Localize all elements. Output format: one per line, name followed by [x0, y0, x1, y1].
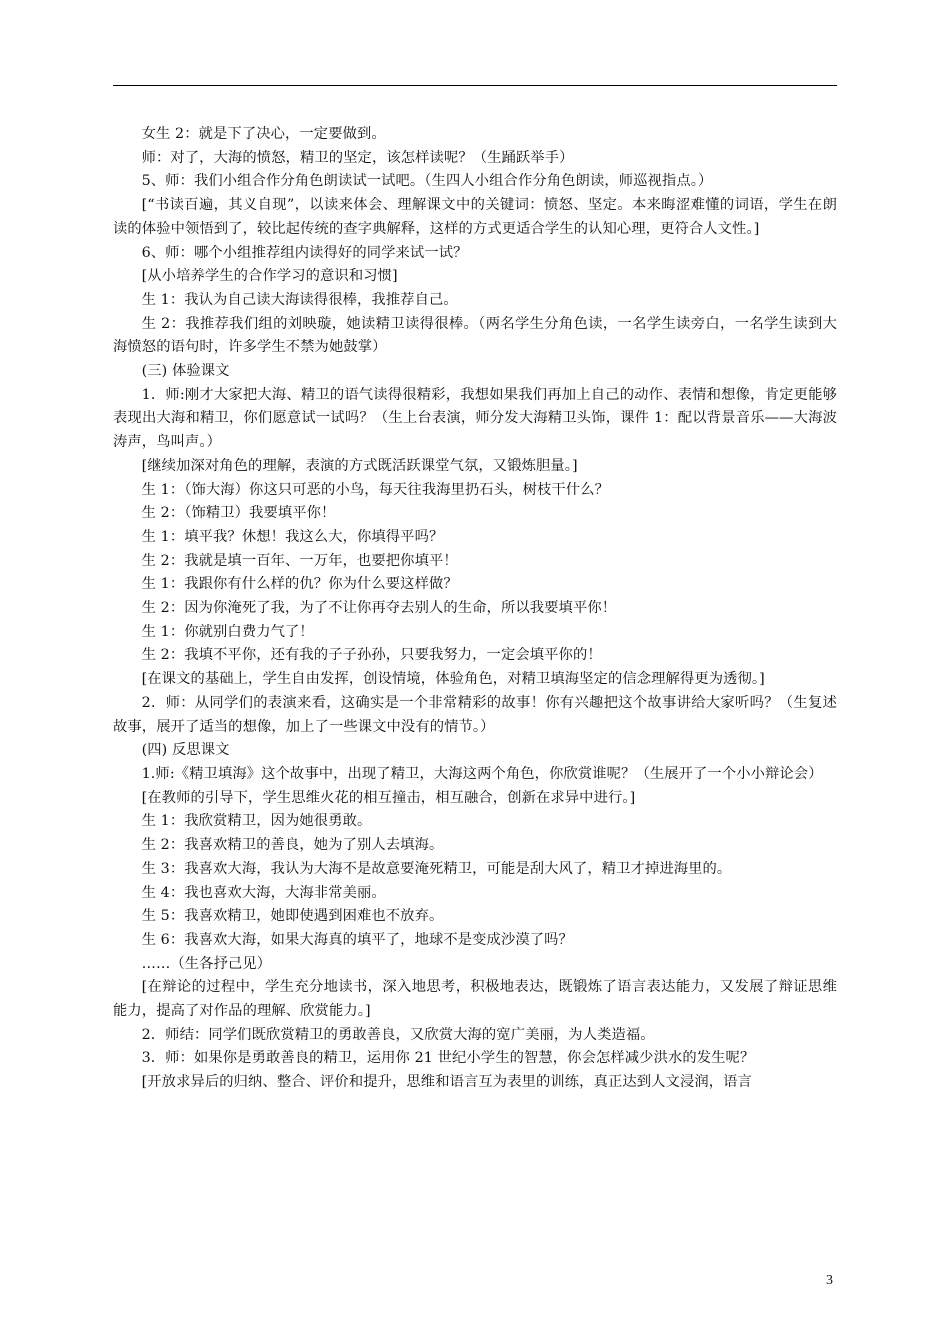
paragraph: 生 1：（饰大海）你这只可恶的小鸟，每天往我海里扔石头，树枝干什么？ — [141, 481, 609, 498]
header-rule — [113, 85, 837, 86]
paragraph: 生 2：我喜欢精卫的善良，她为了别人去填海。 — [141, 837, 444, 854]
paragraph: [在教师的引导下，学生思维火花的相互撞击，相互融合，创新在求异中进行。] — [141, 789, 636, 806]
paragraph: [继续加深对角色的理解，表演的方式既活跃课堂气氛，又锻炼胆量。] — [141, 457, 578, 474]
paragraph: 生 4：我也喜欢大海，大海非常美丽。 — [141, 884, 386, 901]
document-body — [113, 123, 837, 1095]
paragraph: 师：对了，大海的愤怒，精卫的坚定，该怎样读呢？（生踊跃举手） — [141, 149, 574, 166]
paragraph: 生 2：我就是填一百年、一万年，也要把你填平！ — [141, 552, 458, 569]
paragraph: 5、师：我们小组合作分角色朗读试一试吧。（生四人小组合作分角色朗读，师巡视指点。） — [141, 173, 713, 190]
paragraph: 1.师:《精卫填海》这个故事中，出现了精卫，大海这两个角色，你欣赏谁呢？（生展开了一个小小辩论会） — [141, 765, 823, 782]
paragraph: 女生 2：就是下了决心，一定要做到。 — [141, 126, 386, 142]
paragraph: 生 1：我跟你有什么样的仇？你为什么要这样做？ — [141, 576, 458, 593]
paragraph: [从小培养学生的合作学习的意识和习惯] — [141, 268, 398, 285]
paragraph: 1．师:刚才大家把大海、精卫的语气读得很精彩，我想如果我们再加上自己的动作、表情和想像，肯定更能够表现出大海和精卫，你们愿意试一试吗？（生上台表演，师分发大海精卫头饰，课件 1：配以背景音乐——大海波涛声，鸟叫声。） — [113, 386, 837, 451]
paragraph: 生 1：填平我？休想！我这么大，你填得平吗？ — [141, 528, 444, 545]
paragraph: [在辩论的过程中，学生充分地读书，深入地思考，积极地表达，既锻炼了语言表达能力，又发展了辩证思维能力，提高了对作品的理解、欣赏能力。] — [113, 979, 837, 1020]
paragraph: 生 6：我喜欢大海，如果大海真的填平了，地球不是变成沙漠了吗？ — [141, 931, 573, 948]
page-number: 3 — [826, 1273, 833, 1288]
paragraph: 生 1：你就别白费力气了！ — [141, 623, 314, 640]
paragraph: 生 3：我喜欢大海，我认为大海不是故意要淹死精卫，可能是刮大风了，精卫才掉进海里的。 — [141, 860, 732, 877]
paragraph: 生 5：我喜欢精卫，她即使遇到困难也不放弃。 — [141, 908, 444, 925]
paragraph: 生 2：我推荐我们组的刘映璇，她读精卫读得很棒。（两名学生分角色读，一名学生读旁白，一名学生读到大海愤怒的语句时，许多学生不禁为她鼓掌） — [113, 315, 837, 356]
paragraph: 生 2：（饰精卫）我要填平你！ — [141, 505, 336, 522]
paragraph: [“书读百遍，其义自现”，以读来体会、理解课文中的关键词：愤怒、坚定。本来晦涩难懂的词语，学生在朗读的体验中领悟到了，较比起传统的查字典解释，这样的方式更适合学生的认知心理，更符合人文性。] — [113, 197, 837, 237]
paragraph: (四) 反思课文 — [141, 742, 230, 759]
paragraph: 2．师结：同学们既欣赏精卫的勇敢善良，又欣赏大海的宽广美丽，为人类造福。 — [141, 1026, 655, 1043]
paragraph: 3．师：如果你是勇敢善良的精卫，运用你 21 世纪小学生的智慧，你会怎样减少洪水的发生呢？ — [141, 1050, 755, 1067]
paragraph: 6、师：哪个小组推荐组内读得好的同学来试一试？ — [141, 244, 468, 261]
paragraph: 生 1：我认为自己读大海读得很棒，我推荐自己。 — [141, 291, 458, 308]
paragraph: [在课文的基础上，学生自由发挥，创设情境，体验角色，对精卫填海坚定的信念理解得更为透彻。] — [141, 671, 765, 688]
paragraph: [开放求异后的归纳、整合、评价和提升，思维和语言互为表里的训练，真正达到人文浸润，语言 — [141, 1074, 752, 1091]
paragraph: 生 1：我欣赏精卫，因为她很勇敢。 — [141, 813, 372, 830]
paragraph: 生 2：因为你淹死了我，为了不让你再夺去别人的生命，所以我要填平你！ — [141, 600, 617, 617]
paragraph: ……（生各抒己见） — [141, 955, 272, 972]
paragraph: 生 2：我填不平你，还有我的子子孙孙，只要我努力，一定会填平你的！ — [141, 647, 602, 664]
paragraph: (三) 体验课文 — [141, 363, 230, 380]
paragraph: 2．师：从同学们的表演来看，这确实是一个非常精彩的故事！你有兴趣把这个故事讲给大家听吗？（生复述故事，展开了适当的想像，加上了一些课文中没有的情节。） — [113, 694, 837, 735]
